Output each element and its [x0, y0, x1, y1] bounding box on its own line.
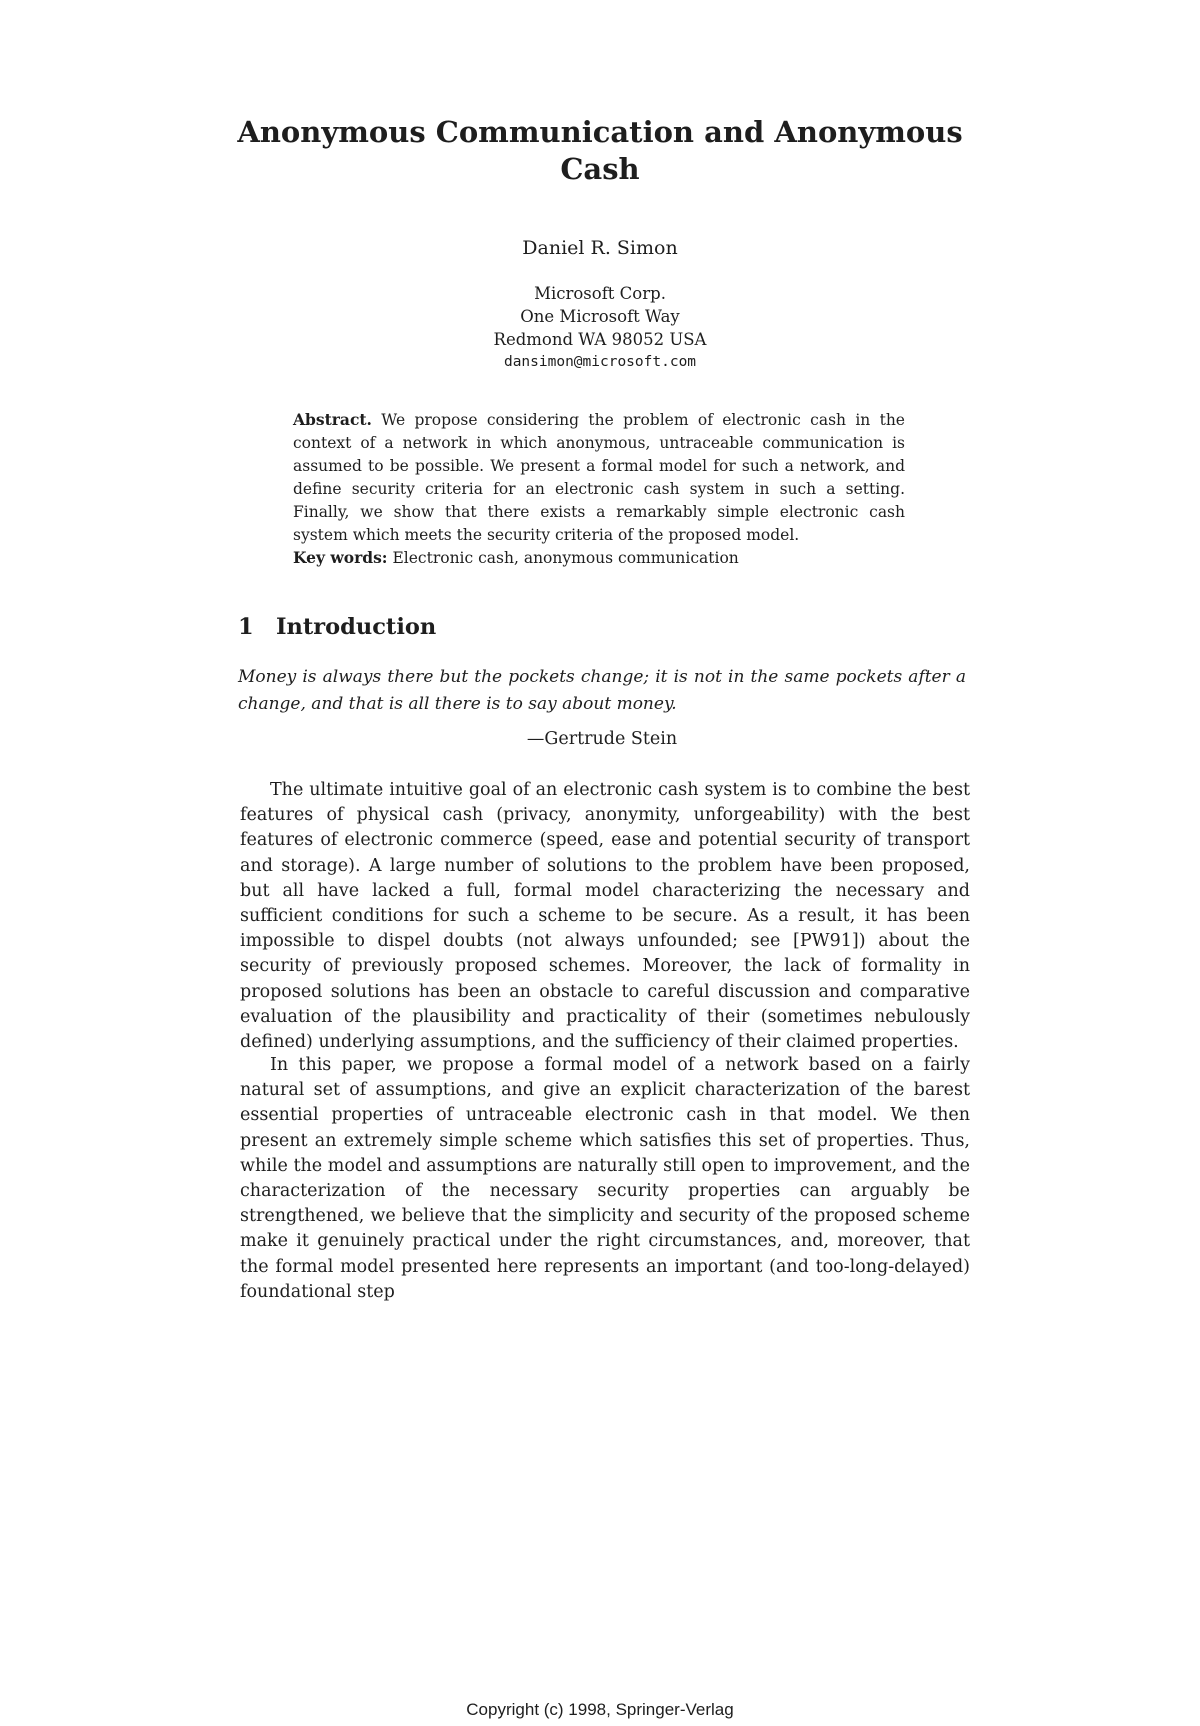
section-title: Introduction — [276, 614, 437, 640]
body-paragraph: The ultimate intuitive goal of an electronic cash system is to combine the best features of physical cash (privacy, anonymity, unforgeability) with the best features of electronic commerce (speed, ease and potential security of transport and storage). A large number of solutions to the problem have been proposed, but all have lacked a full, formal model characterizing the necessary and sufficient conditions for such a scheme to be secure. As a result, it has been impossible to dispel doubts (not always unfounded; see [PW91]) about the security of previously proposed schemes. Moreover, the lack of formality in proposed solutions has been an obstacle to careful discussion and comparative evaluation of the plausibility and practicality of their (sometimes nebulously defined) underlying assumptions, and the sufficiency of their claimed properties. — [240, 780, 970, 1053]
abstract-text: We propose considering the problem of electronic cash in the context of a network in which anonymous, untraceable communication is assumed to be possible. We present a formal model for such a network, and define security criteria for an electronic cash system in such a setting. Finally, we show that there exists a remarkably simple electronic cash system which meets the security criteria of the proposed model. — [293, 411, 905, 544]
author-affiliation — [300, 282, 900, 374]
affiliation-city: Redmond WA 98052 USA — [493, 330, 707, 349]
paper-title: Anonymous Communication and Anonymous Cash — [237, 115, 963, 186]
author-name: Daniel R. Simon — [522, 237, 678, 259]
keywords-text: Electronic cash, anonymous communication — [392, 549, 739, 567]
abstract-label: Abstract. — [293, 410, 372, 429]
epigraph-attribution: —Gertrude Stein — [526, 729, 678, 749]
section-number: 1 — [238, 614, 254, 640]
abstract — [293, 408, 905, 547]
keywords-label: Key words: — [293, 548, 388, 567]
keywords — [293, 546, 905, 570]
section-heading — [238, 614, 938, 640]
copyright-notice: Copyright (c) 1998, Springer-Verlag — [466, 1700, 734, 1719]
affiliation-org: Microsoft Corp. — [534, 284, 666, 303]
epigraph-quote: Money is always there but the pockets change; it is not in the same pockets after a change, and that is all there is to say about money. — [238, 667, 966, 714]
body-paragraph: In this paper, we propose a formal model of a network based on a fairly natural set of assumptions, and give an explicit characterization of the barest essential properties of untraceable electronic cash in that model. We then present an extremely simple scheme which satisfies this set of properties. Thus, while the model and assumptions are naturally still open to improvement, and the characterization of the necessary security properties can arguably be strengthened, we believe that the simplicity and security of the proposed scheme make it genuinely practical under the right circumstances, and, moreover, that the formal model presented here represents an important (and too-long-delayed) foundational step — [240, 1055, 970, 1302]
author-email: dansimon@microsoft.com — [503, 354, 697, 370]
affiliation-street: One Microsoft Way — [520, 307, 680, 326]
